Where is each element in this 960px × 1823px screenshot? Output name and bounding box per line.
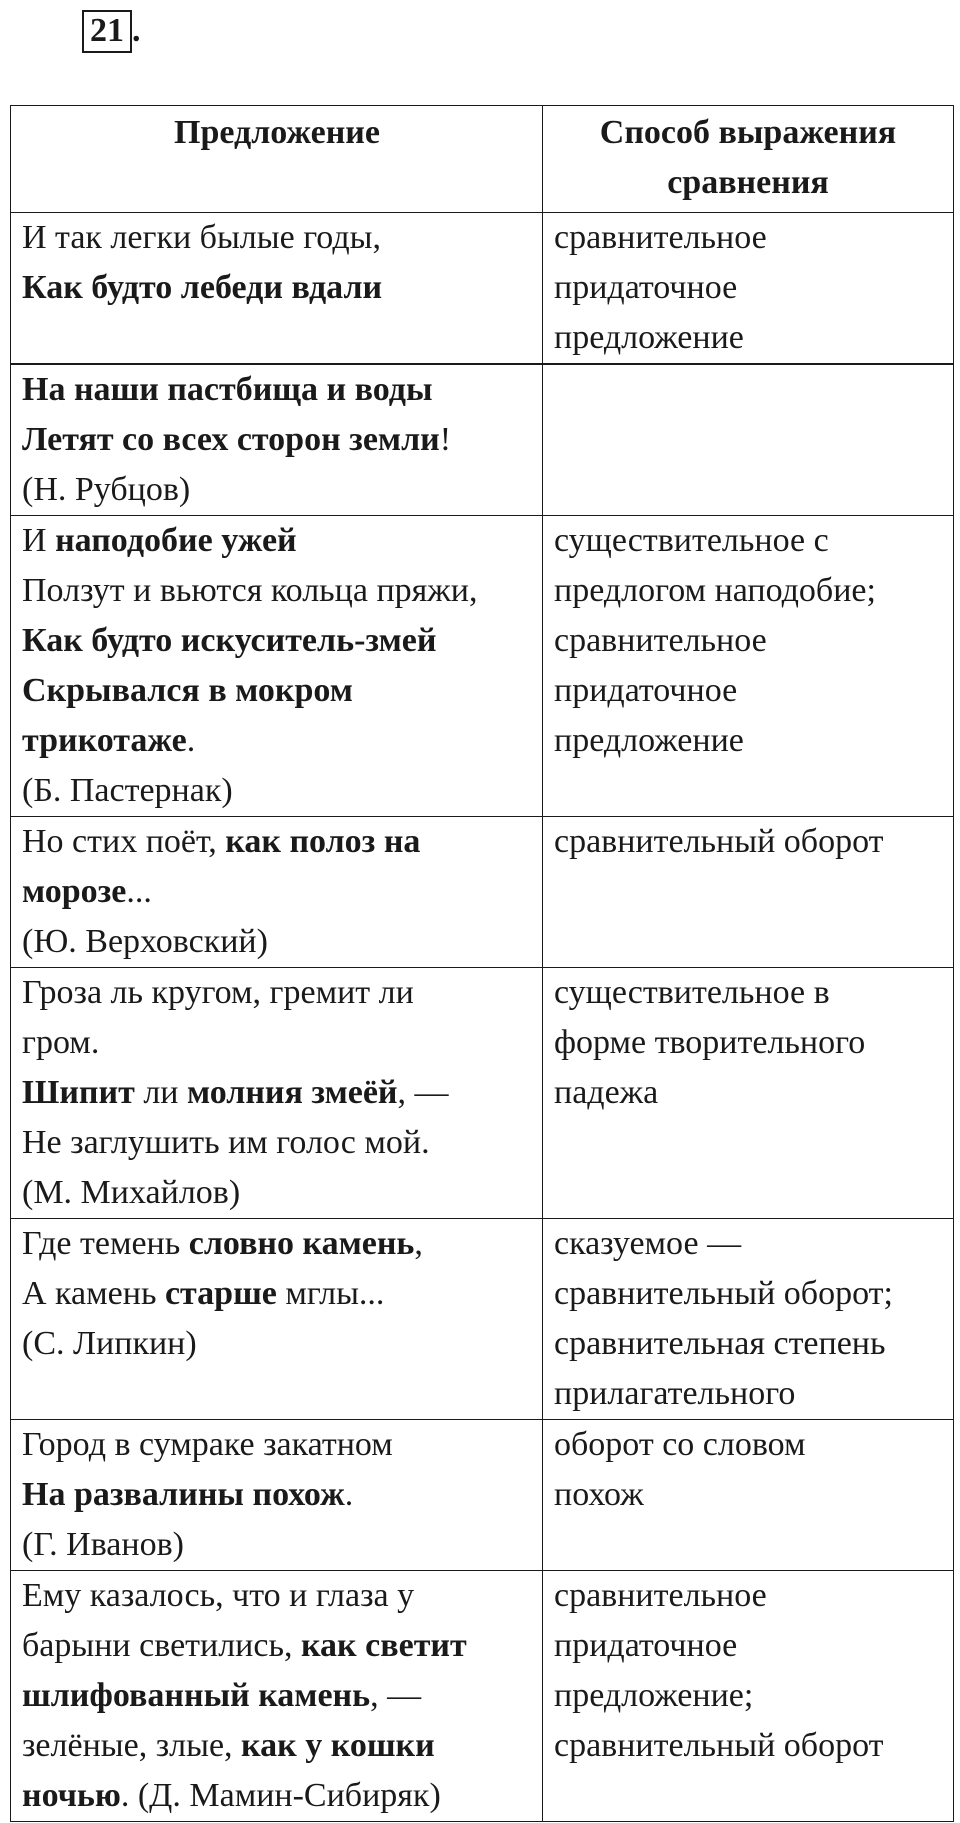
table-row xyxy=(11,516,954,817)
sentence-line xyxy=(22,867,532,917)
sentence-line xyxy=(22,1621,532,1671)
sentence-line xyxy=(22,817,532,867)
sentence-line xyxy=(22,1118,532,1168)
sentence-fragment: Ему казалось, что и глаза у xyxy=(22,1577,415,1614)
sentence-bold-fragment: Как будто искуситель-змей xyxy=(22,622,437,659)
sentence-bold-fragment: трикотаже xyxy=(22,722,187,759)
table-row xyxy=(11,1420,954,1571)
sentence-fragment: И xyxy=(22,522,56,559)
method-line: прилагательного xyxy=(554,1375,796,1412)
sentence-line xyxy=(22,365,532,415)
sentence-bold-fragment: наподобие ужей xyxy=(55,522,297,559)
sentence-line xyxy=(22,1420,532,1470)
sentence-fragment: Гроза ль кругом, гремит ли xyxy=(22,974,414,1011)
sentence-bold-fragment: На развалины похож xyxy=(22,1476,345,1513)
sentence-fragment: Где темень xyxy=(22,1225,189,1262)
sentence-fragment: ... xyxy=(126,873,152,910)
header-method: Способ выражения сравнения xyxy=(543,106,954,213)
sentence-fragment: (М. Михайлов) xyxy=(22,1174,241,1211)
task-number xyxy=(82,10,141,53)
sentence-fragment: ! xyxy=(439,421,452,458)
method-cell xyxy=(543,213,954,364)
sentence-fragment: (Б. Пастернак) xyxy=(22,772,233,809)
comparison-table xyxy=(10,364,954,1822)
sentence-fragment: мглы... xyxy=(276,1275,385,1312)
sentence-fragment: Но стих поёт, xyxy=(22,823,226,860)
sentence-line xyxy=(22,716,532,766)
method-cell xyxy=(543,817,954,968)
method-line: сравнительная степень xyxy=(554,1325,886,1362)
sentence-line xyxy=(22,213,532,263)
sentence-bold-fragment: Летят со всех сторон земли xyxy=(22,421,440,458)
method-line: существительное в xyxy=(554,974,830,1011)
method-cell xyxy=(543,1420,954,1571)
sentence-bold-fragment: Как будто лебеди вдали xyxy=(22,269,383,306)
sentence-bold-fragment: Шипит xyxy=(22,1074,135,1111)
method-line: похож xyxy=(554,1476,644,1513)
method-line: существительное с xyxy=(554,522,829,559)
sentence-line xyxy=(22,1520,532,1570)
sentence-line xyxy=(22,1269,532,1319)
sentence-cell xyxy=(11,968,543,1219)
sentence-fragment: А камень xyxy=(22,1275,165,1312)
table-header-row xyxy=(11,106,954,213)
sentence-line xyxy=(22,1018,532,1068)
method-cell xyxy=(543,1571,954,1822)
sentence-cell xyxy=(11,365,543,516)
sentence-fragment: гром. xyxy=(22,1024,100,1061)
sentence-line xyxy=(22,1068,532,1118)
sentence-fragment: Город в сумраке закатном xyxy=(22,1426,393,1463)
sentence-cell xyxy=(11,1219,543,1420)
sentence-bold-fragment: Скрывался в мокром xyxy=(22,672,353,709)
sentence-fragment: , — xyxy=(397,1074,449,1111)
sentence-line xyxy=(22,1671,532,1721)
method-cell xyxy=(543,1219,954,1420)
method-line: придаточное xyxy=(554,269,738,306)
sentence-cell xyxy=(11,1571,543,1822)
sentence-bold-fragment: молния змеёй xyxy=(186,1074,398,1111)
sentence-bold-fragment: как у кошки xyxy=(241,1727,435,1764)
method-line: падежа xyxy=(554,1074,659,1111)
sentence-bold-fragment: шлифованный камень xyxy=(22,1677,371,1714)
sentence-fragment: . xyxy=(186,722,196,759)
table-row xyxy=(11,365,954,516)
method-line: предложение xyxy=(554,319,744,356)
sentence-fragment: . (Д. Мамин-Сибиряк) xyxy=(120,1777,441,1814)
sentence-line xyxy=(22,666,532,716)
sentence-fragment: , — xyxy=(370,1677,422,1714)
method-cell xyxy=(543,968,954,1219)
sentence-fragment: . xyxy=(344,1476,354,1513)
sentence-line xyxy=(22,516,532,566)
method-cell xyxy=(543,365,954,516)
table-row xyxy=(11,817,954,968)
method-line: придаточное xyxy=(554,1627,738,1664)
sentence-fragment: зелёные, злые, xyxy=(22,1727,242,1764)
table-row xyxy=(11,213,954,364)
sentence-line xyxy=(22,1319,532,1369)
method-line: предложение xyxy=(554,722,744,759)
sentence-fragment: (Ю. Верховский) xyxy=(22,923,268,960)
sentence-line xyxy=(22,415,532,465)
header-sentence: Предложение xyxy=(11,106,543,213)
sentence-bold-fragment: ночью xyxy=(22,1777,121,1814)
method-line: форме творительного xyxy=(554,1024,866,1061)
sentence-fragment: (Н. Рубцов) xyxy=(22,471,191,508)
sentence-fragment: ли xyxy=(134,1074,187,1111)
comparison-table-head xyxy=(10,105,954,364)
sentence-cell xyxy=(11,1420,543,1571)
sentence-bold-fragment: морозе xyxy=(22,873,127,910)
sentence-fragment: И так легки былые годы, xyxy=(22,219,381,256)
sentence-line xyxy=(22,1219,532,1269)
sentence-line xyxy=(22,1470,532,1520)
sentence-line xyxy=(22,1168,532,1218)
sentence-fragment: барыни светились, xyxy=(22,1627,301,1664)
sentence-line xyxy=(22,566,532,616)
task-number-box: 21 xyxy=(82,10,132,53)
sentence-line xyxy=(22,263,532,313)
sentence-line xyxy=(22,917,532,967)
task-number-dot: . xyxy=(132,12,141,49)
method-line: сравнительное xyxy=(554,1577,767,1614)
sentence-bold-fragment: старше xyxy=(164,1275,277,1312)
sentence-bold-fragment: как светит xyxy=(300,1627,467,1664)
sentence-bold-fragment: словно камень xyxy=(188,1225,415,1262)
sentence-fragment: (С. Липкин) xyxy=(22,1325,197,1362)
sentence-line xyxy=(22,766,532,816)
sentence-line xyxy=(22,1571,532,1621)
sentence-fragment: (Г. Иванов) xyxy=(22,1526,184,1563)
method-line: сравнительный оборот; xyxy=(554,1275,893,1312)
method-cell xyxy=(543,516,954,817)
method-line: сравнительное xyxy=(554,622,767,659)
table-row xyxy=(11,1219,954,1420)
method-line: сравнительное xyxy=(554,219,767,256)
sentence-cell xyxy=(11,213,543,364)
sentence-fragment: , xyxy=(414,1225,423,1262)
sentence-fragment: Ползут и вьются кольца пряжи, xyxy=(22,572,478,609)
sentence-line xyxy=(22,1721,532,1771)
sentence-bold-fragment: как полоз на xyxy=(225,823,421,860)
method-line: сравнительный оборот xyxy=(554,1727,884,1764)
table-row xyxy=(11,1571,954,1822)
method-line: придаточное xyxy=(554,672,738,709)
method-line: оборот со словом xyxy=(554,1426,806,1463)
method-line: предлогом наподобие; xyxy=(554,572,876,609)
sentence-line xyxy=(22,465,532,515)
method-line: предложение; xyxy=(554,1677,754,1714)
sentence-fragment: Не заглушить им голос мой. xyxy=(22,1124,430,1161)
sentence-line xyxy=(22,968,532,1018)
sentence-cell xyxy=(11,817,543,968)
sentence-line xyxy=(22,1771,532,1821)
sentence-bold-fragment: На наши пастбища и воды xyxy=(22,371,433,408)
method-line: сказуемое — xyxy=(554,1225,742,1262)
table-row xyxy=(11,968,954,1219)
method-line: сравнительный оборот xyxy=(554,823,884,860)
sentence-cell xyxy=(11,516,543,817)
sentence-line xyxy=(22,616,532,666)
